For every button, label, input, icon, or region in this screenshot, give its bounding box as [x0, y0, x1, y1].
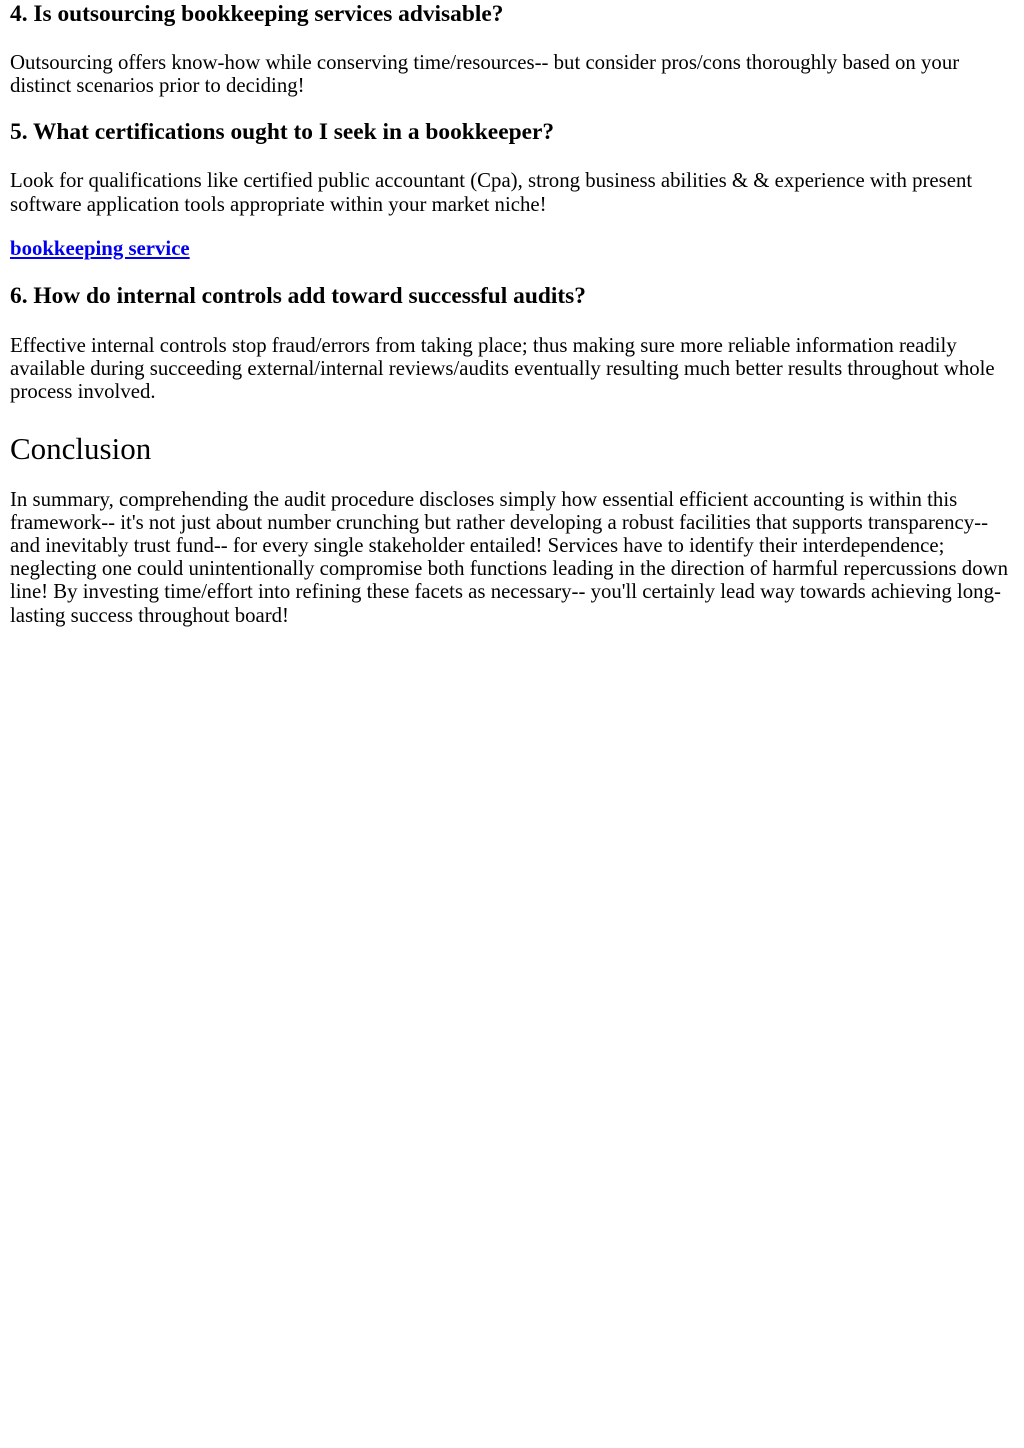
faq-question-6-heading: 6. How do internal controls add toward successful audits? [10, 283, 586, 310]
faq-answer-6: Effective internal controls stop fraud/errors from taking place; thus making sure more reliable information readily available during succeeding external/internal reviews/audits eventually resulting much better results throughout whole process involved. [10, 334, 995, 404]
link-paragraph [10, 237, 1014, 260]
bookkeeping-service-link[interactable]: bookkeeping service [10, 236, 190, 260]
faq-answer-5: Look for qualifications like certified public accountant (Cpa), strong business abilities & & experience with present software application tools appropriate within your market niche! [10, 169, 973, 216]
faq-answer-4: Outsourcing offers know-how while conserving time/resources-- but consider pros/cons thoroughly based on your distinct scenarios prior to deciding! [10, 51, 960, 98]
article-page [0, 0, 1024, 627]
faq-question-5-heading: 5. What certifications ought to I seek in a bookkeeper? [10, 119, 555, 146]
faq-question-4-heading: 4. Is outsourcing bookkeeping services advisable? [10, 1, 504, 27]
conclusion-heading: Conclusion [10, 430, 152, 466]
conclusion-paragraph: In summary, comprehending the audit procedure discloses simply how essential efficient accounting is within this framework-- it's not just about number crunching but rather developing a robust facilities that supports transparency-- and inevitably trust fund-- for every single stakeholder entailed! Services have to identify their interdependence; neglecting one could unintentionally compromise both functions leading in the direction of harmful repercussions down line! By investing time/effort into refining these facets as necessary-- you'll certainly lead way towards achieving long-lasting success throughout board! [10, 487, 1009, 627]
